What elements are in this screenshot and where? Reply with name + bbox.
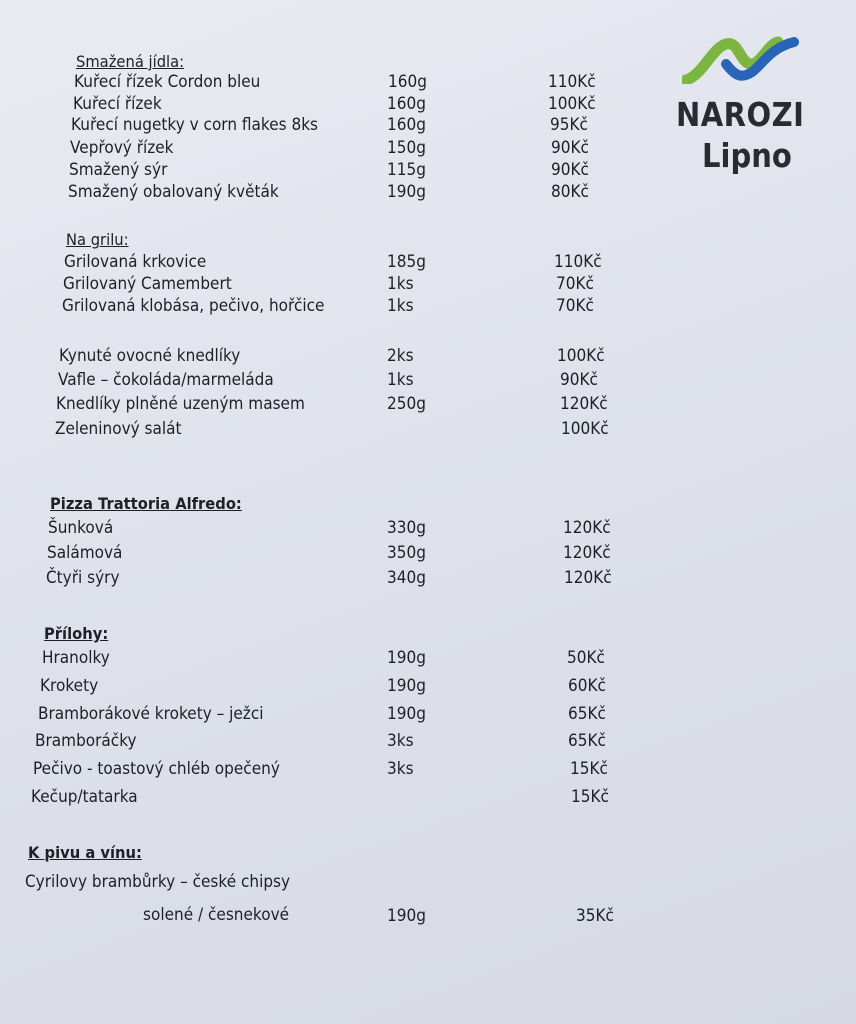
item-name: Kečup/tatarka (31, 787, 138, 807)
item-price: 90Kč (560, 370, 598, 390)
item-price: 80Kč (551, 182, 589, 202)
item-weight: 150g (387, 138, 426, 158)
section-heading-pizza: Pizza Trattoria Alfredo: (50, 494, 242, 513)
item-weight: 1ks (387, 296, 414, 316)
item-price: 100Kč (548, 94, 596, 114)
item-name: Pečivo - toastový chléb opečený (33, 759, 280, 779)
item-price: 65Kč (568, 704, 606, 724)
section-heading-grill: Na grilu: (66, 230, 129, 249)
item-name: Kuřecí nugetky v corn flakes 8ks (71, 115, 319, 135)
item-variant: solené / česnekové (143, 905, 290, 925)
brand-logo (676, 34, 811, 175)
item-weight: 1ks (387, 274, 414, 294)
item-price: 70Kč (556, 274, 594, 294)
item-price: 120Kč (563, 543, 611, 563)
item-name: Šunková (48, 518, 114, 538)
item-name: Krokety (40, 676, 99, 696)
item-name: Smažený obalovaný květák (68, 182, 279, 202)
item-name: Grilovaný Camembert (63, 274, 232, 294)
brand-place: Lipno (702, 136, 792, 175)
item-price: 15Kč (571, 787, 609, 807)
item-weight: 1ks (387, 370, 414, 390)
item-name: Kuřecí řízek (73, 94, 162, 114)
item-price: 100Kč (561, 419, 609, 439)
item-price: 95Kč (550, 115, 588, 135)
item-price: 50Kč (567, 648, 605, 668)
section-heading-snacks: K pivu a vínu: (28, 843, 142, 862)
item-weight: 190g (387, 906, 426, 926)
item-price: 15Kč (570, 759, 608, 779)
item-weight: 185g (387, 252, 426, 272)
item-weight: 160g (387, 115, 426, 135)
item-weight: 350g (387, 543, 426, 563)
item-name: Cyrilovy brambůrky – české chipsy (25, 872, 291, 892)
item-weight: 190g (387, 648, 426, 668)
wave-logo-icon (682, 34, 804, 84)
item-price: 35Kč (576, 906, 614, 926)
item-price: 110Kč (548, 72, 596, 92)
item-weight: 160g (387, 94, 426, 114)
item-weight: 3ks (387, 759, 414, 779)
item-name: Zeleninový salát (55, 419, 182, 439)
item-price: 90Kč (551, 160, 589, 180)
item-price: 120Kč (564, 568, 612, 588)
item-name: Kuřecí řízek Cordon bleu (74, 72, 261, 92)
item-weight: 3ks (387, 731, 414, 751)
item-price: 100Kč (557, 346, 605, 366)
item-name: Smažený sýr (69, 160, 168, 180)
item-price: 65Kč (568, 731, 606, 751)
item-weight: 2ks (387, 346, 414, 366)
brand-name: NAROZI (676, 95, 805, 134)
item-name: Kynuté ovocné knedlíky (59, 346, 241, 366)
item-name: Bramboráčky (35, 731, 137, 751)
item-name: Grilovaná krkovice (64, 252, 207, 272)
item-weight: 115g (387, 160, 426, 180)
item-name: Vafle – čokoláda/marmeláda (58, 370, 274, 390)
item-weight: 190g (387, 676, 426, 696)
item-price: 90Kč (551, 138, 589, 158)
item-price: 60Kč (568, 676, 606, 696)
item-weight: 160g (388, 72, 427, 92)
item-weight: 250g (387, 394, 426, 414)
item-name: Knedlíky plněné uzeným masem (56, 394, 305, 414)
item-name: Grilovaná klobása, pečivo, hořčice (62, 296, 325, 316)
item-price: 70Kč (556, 296, 594, 316)
item-name: Vepřový řízek (70, 138, 174, 158)
item-price: 110Kč (554, 252, 602, 272)
item-weight: 330g (387, 518, 426, 538)
item-weight: 340g (387, 568, 426, 588)
item-name: Hranolky (42, 648, 110, 668)
section-heading-sides: Přílohy: (44, 624, 109, 643)
item-name: Salámová (47, 543, 123, 563)
section-heading-fried: Smažená jídla: (76, 52, 185, 71)
item-name: Čtyři sýry (46, 568, 120, 588)
item-weight: 190g (387, 704, 426, 724)
item-name: Bramborákové krokety – ježci (38, 704, 264, 724)
item-weight: 190g (387, 182, 426, 202)
item-price: 120Kč (563, 518, 611, 538)
item-price: 120Kč (560, 394, 608, 414)
